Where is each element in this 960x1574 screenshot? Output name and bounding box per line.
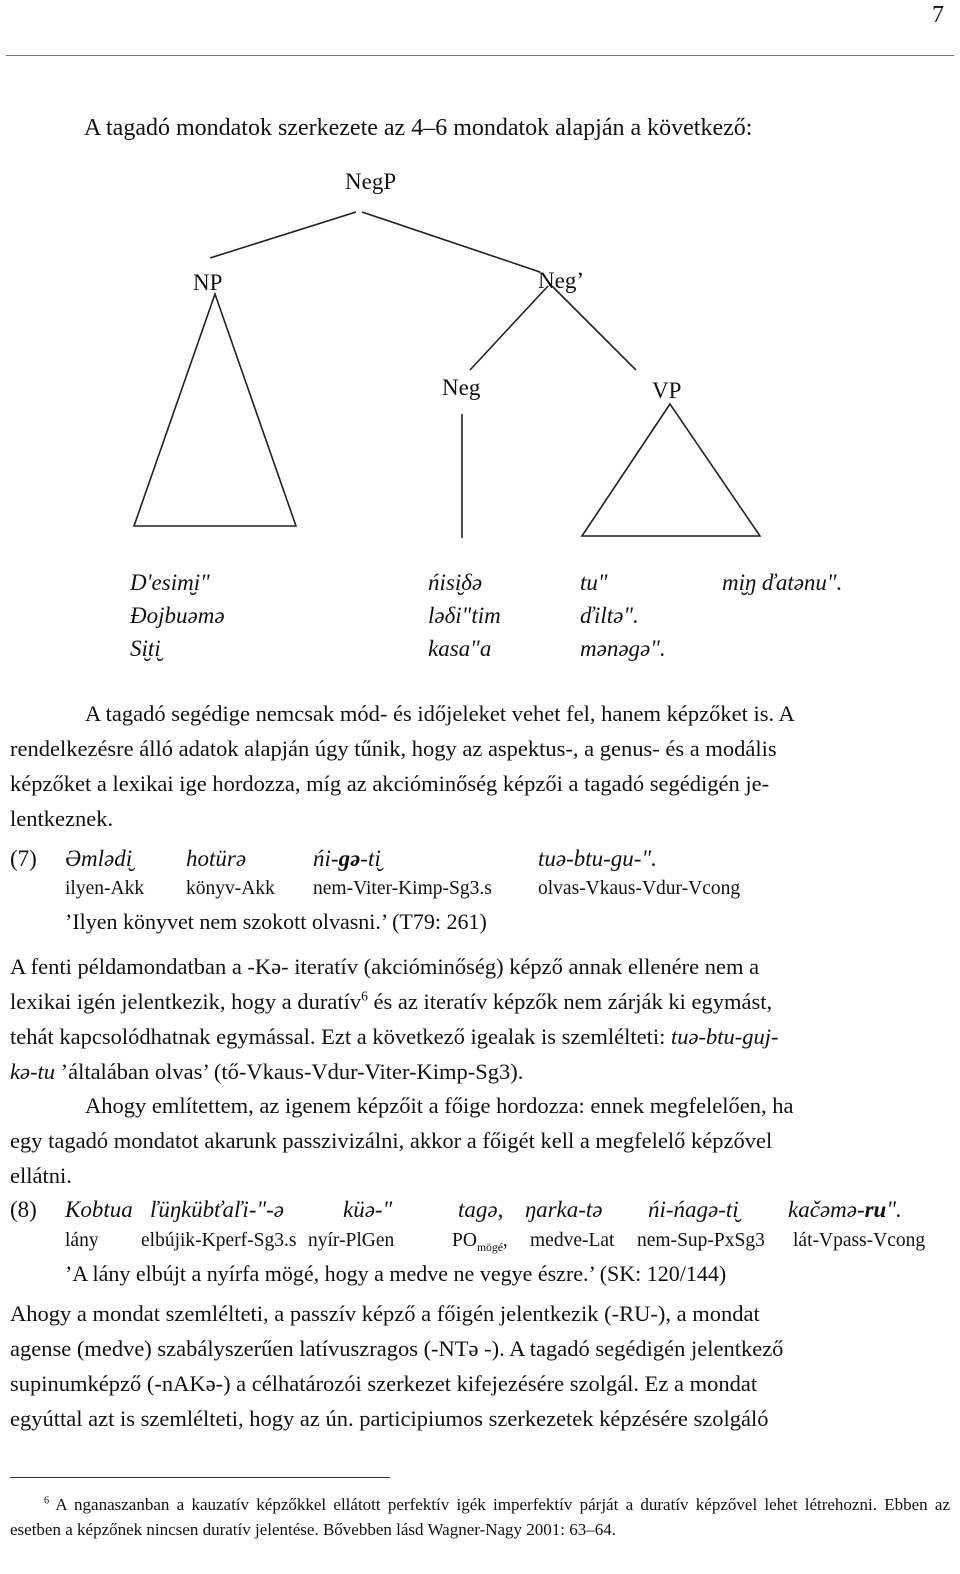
paragraph-2-line-3a: tehát kapcsolódhatnak egymással. Ezt a következő igealak is szemlélteti: bbox=[10, 1024, 672, 1049]
example-row2-word1: Ɖojbuəmə bbox=[130, 603, 225, 628]
example-7-gloss-3: nem-Viter-Kimp-Sg3.s bbox=[313, 878, 492, 899]
paragraph-3-line-1: Ahogy említettem, az igenem képzőit a főige hordozza: ennek megfelelően, ha bbox=[85, 1093, 794, 1118]
example-7-gloss-1: ilyen-Akk bbox=[65, 878, 145, 899]
example-8-source: (SK: 120/144) bbox=[599, 1261, 727, 1286]
example-row1-word1: D'esim̮i" bbox=[130, 570, 210, 595]
node-np: NP bbox=[193, 270, 223, 295]
paragraph-2-line-1: A fenti példamondatban a -Kə- iteratív (akcióminőség) képző annak ellenére nem a bbox=[10, 954, 760, 979]
example-8-word-3: küə-" bbox=[343, 1197, 393, 1222]
example-8-number: (8) bbox=[10, 1197, 37, 1222]
example-8-translation bbox=[65, 1261, 726, 1287]
paragraph-4-line-3: supinumképző (-nAKə-) a célhatározói szerkezet kifejezésére szolgál. Ez a mondat bbox=[10, 1371, 758, 1396]
tree-edge-negp-np bbox=[210, 212, 356, 258]
example-8-word-7 bbox=[788, 1197, 902, 1223]
example-8-gloss-2: elbújik-Kperf-Sg3.s bbox=[141, 1230, 297, 1251]
paragraph-4-line-1: Ahogy a mondat szemlélteti, a passzív képző a főigén jelentkezik (-RU-), a mondat bbox=[10, 1301, 760, 1326]
example-8-gloss-4-po: PO bbox=[452, 1230, 477, 1251]
example-8-gloss-5: medve-Lat bbox=[530, 1230, 615, 1251]
page-number: 7 bbox=[932, 2, 944, 28]
example-7-word-3-prefix: ńi- bbox=[313, 846, 339, 871]
example-8-gloss-6: nem-Sup-PxSg3 bbox=[637, 1230, 765, 1251]
example-7-word-4: tuə-btu-gu-". bbox=[538, 846, 657, 871]
header-rule bbox=[6, 55, 954, 56]
example-8-word-2: ľüŋkübťaľi-"-ə bbox=[150, 1197, 284, 1222]
example-7-number: (7) bbox=[10, 846, 37, 871]
example-7-source: (T79: 261) bbox=[392, 909, 487, 934]
paragraph-2-line-2b: és az iteratív képzők nem zárják ki egymást, bbox=[367, 989, 773, 1014]
example-7-word-3-suffix: -ti̮ bbox=[360, 846, 381, 871]
example-7-translation bbox=[65, 909, 487, 935]
example-8-gloss-7: lát-Vpass-Vcong bbox=[793, 1230, 926, 1251]
paragraph-2-line-4 bbox=[10, 1054, 950, 1089]
vp-triangle bbox=[582, 404, 760, 536]
paragraph-1-line-3: képzőket a lexikai ige hordozza, míg az akcióminőség képzői a tagadó segédigén je- bbox=[10, 771, 770, 796]
example-8-word-5: ŋarka-tə bbox=[525, 1197, 603, 1222]
example-8-gloss-3: nyír-PlGen bbox=[308, 1230, 395, 1251]
footnote-marker: 6 bbox=[44, 1495, 50, 1507]
paragraph-2-line-3-form: tuə-btu-guj- bbox=[671, 1024, 779, 1049]
example-7-translation-text: ’Ilyen könyvet nem szokott olvasni.’ bbox=[65, 909, 387, 934]
tree-edge-negbar-neg bbox=[470, 286, 548, 370]
paragraph-3-line-3: ellátni. bbox=[10, 1163, 72, 1188]
paragraph-2-line-4b: ’általában olvas’ (tő-Vkaus-Vdur-Viter-Kimp-Sg3). bbox=[54, 1059, 524, 1084]
paragraph-2 bbox=[10, 949, 950, 1089]
footnote-reference: 6 bbox=[361, 988, 368, 1004]
paragraph-4 bbox=[10, 1296, 950, 1436]
paragraph-1-line-1: A tagadó segédige nemcsak mód- és időjeleket vehet fel, hanem képzőket is. A bbox=[85, 701, 795, 726]
node-neg-bar: Neg’ bbox=[538, 268, 584, 293]
example-8-gloss-4-comma: , bbox=[502, 1230, 508, 1251]
example-7-word-2: hotürə bbox=[186, 846, 247, 871]
example-row1-word3: tu" bbox=[580, 570, 608, 595]
example-row3-word3: mənəgə". bbox=[580, 636, 666, 661]
paragraph-3 bbox=[10, 1088, 950, 1193]
example-8-translation-text: ’A lány elbújt a nyírfa mögé, hogy a medve ne vegye észre.’ bbox=[65, 1261, 595, 1286]
paragraph-2-line-2 bbox=[10, 984, 950, 1019]
example-8-word-4: tagə, bbox=[458, 1197, 504, 1222]
example-8-gloss-4-sub: mögé bbox=[476, 1240, 503, 1254]
example-8-word-7-passive: ru bbox=[864, 1197, 887, 1222]
tree-edge-negbar-vp bbox=[552, 286, 636, 370]
example-row1-word4: mi̮ŋ ďatənu". bbox=[722, 570, 843, 595]
paragraph-1 bbox=[10, 696, 950, 836]
example-8-word-7-stem: kačəmə- bbox=[788, 1197, 865, 1222]
paragraph-2-line-3 bbox=[10, 1019, 950, 1054]
paragraph-2-line-4-form: kə-tu bbox=[10, 1059, 55, 1084]
example-row3-word1: Si̮ti̮ bbox=[130, 636, 161, 661]
node-neg: Neg bbox=[442, 375, 481, 400]
example-8-gloss-1: lány bbox=[65, 1230, 99, 1251]
example-7-word-3 bbox=[313, 846, 381, 872]
paragraph-2-line-2a: lexikai igén jelentkezik, hogy a duratív bbox=[10, 989, 362, 1014]
tree-edge-negp-negbar bbox=[362, 212, 540, 272]
paragraph-4-line-4: egyúttal azt is szemlélteti, hogy az ún. participiumos szerkezetek képzésére szolgáló bbox=[10, 1406, 769, 1431]
node-vp: VP bbox=[652, 378, 682, 403]
footnote bbox=[10, 1492, 950, 1542]
intro-sentence: A tagadó mondatok szerkezete az 4–6 mondatok alapján a következő: bbox=[84, 115, 753, 141]
example-8-word-7-end: ". bbox=[886, 1197, 902, 1222]
example-7-word-1: Əmlədi̮ bbox=[65, 846, 133, 871]
syntax-tree-diagram bbox=[0, 160, 960, 560]
example-row2-word2: ləδi"tim bbox=[428, 603, 501, 628]
node-negp: NegP bbox=[345, 169, 397, 194]
footnote-rule bbox=[10, 1477, 390, 1478]
example-row3-word2: kasa"a bbox=[428, 636, 492, 661]
example-row2-word3: ďiltə". bbox=[580, 603, 639, 628]
example-7-gloss-2: könyv-Akk bbox=[186, 878, 275, 899]
paragraph-1-line-4: lentkeznek. bbox=[10, 806, 114, 831]
paragraph-4-line-2: agense (medve) szabályszerűen latívuszragos (-NTə -). A tagadó segédigén jelentkező bbox=[10, 1336, 784, 1361]
np-triangle bbox=[134, 294, 296, 526]
footnote-text: A nganaszanban a kauzatív képzőkkel ellátott perfektív igék imperfektív párját a duratív képzővel lehet létrehozni. Ebben az esetben a képzőnek nincsen duratív jelentése. Bővebben lásd Wagner-Nagy 2001: 63–64. bbox=[10, 1495, 950, 1539]
example-row1-word2: ńisi̮δə bbox=[428, 570, 483, 595]
example-8-word-6: ńi-ńagə-ti̮ bbox=[648, 1197, 739, 1222]
example-7-gloss-4: olvas-Vkaus-Vdur-Vcong bbox=[538, 878, 741, 899]
example-8-gloss-4 bbox=[452, 1230, 508, 1252]
example-8-word-1: Kobtua bbox=[65, 1197, 133, 1222]
paragraph-1-line-2: rendelkezésre álló adatok alapján úgy tűnik, hogy az aspektus-, a genus- és a modális bbox=[10, 736, 777, 761]
example-7-word-3-iterative: gə bbox=[338, 846, 361, 871]
paragraph-3-line-2: egy tagadó mondatot akarunk passzivizálni, akkor a főigét kell a megfelelő képzővel bbox=[10, 1128, 773, 1153]
